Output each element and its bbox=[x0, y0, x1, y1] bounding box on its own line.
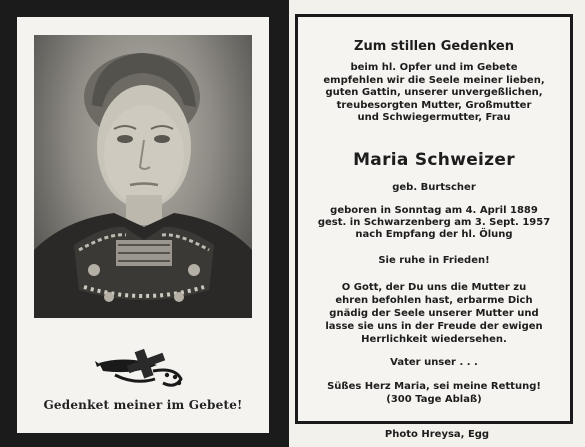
prayer-line: ehren befohlen hast, erbarme Dich bbox=[335, 295, 533, 306]
deceased-name: Maria Schweizer bbox=[353, 150, 515, 170]
prayer-line: Herrlichkeit wiedersehen. bbox=[361, 334, 507, 345]
left-caption: Gedenket meiner im Gebete! bbox=[43, 398, 243, 412]
life-dates bbox=[298, 205, 570, 241]
intro-line: guten Gattin, unserer unvergeßlichen, bbox=[325, 87, 543, 98]
intro-line: treubesorgten Mutter, Großmutter bbox=[336, 99, 532, 111]
crucifix-emblem bbox=[95, 345, 191, 391]
text-frame bbox=[295, 14, 573, 424]
memorial-card-back bbox=[289, 0, 585, 447]
intro-text bbox=[298, 62, 570, 125]
date-line: nach Empfang der hl. Ölung bbox=[355, 229, 513, 240]
intro-line: und Schwiegermutter, Frau bbox=[357, 112, 511, 123]
intro-line: beim hl. Opfer und im Gebete bbox=[350, 62, 518, 73]
prayer-text bbox=[298, 281, 570, 346]
prayer-line: gnädig der Seele unserer Mutter und bbox=[329, 308, 539, 319]
date-line: geboren in Sonntag am 4. April 1889 bbox=[330, 205, 538, 216]
closing-prayer bbox=[298, 381, 570, 406]
memorial-card-front bbox=[17, 17, 269, 433]
date-line: gest. in Schwarzenberg am 3. Sept. 1957 bbox=[317, 217, 551, 228]
closing-line: (300 Tage Ablaß) bbox=[386, 393, 482, 405]
prayer-line: lasse sie uns in der Freude der ewigen bbox=[325, 321, 543, 332]
prayer-line: O Gott, der Du uns die Mutter zu bbox=[341, 282, 527, 293]
vater-unser: Vater unser . . . bbox=[390, 357, 478, 368]
intro-line: empfehlen wir die Seele meiner lieben, bbox=[323, 74, 545, 86]
photo-credit: Photo Hreysa, Egg bbox=[384, 429, 490, 440]
maiden-name: geb. Burtscher bbox=[392, 182, 476, 193]
portrait-photo bbox=[34, 35, 252, 318]
rest-in-peace: Sie ruhe in Frieden! bbox=[378, 255, 490, 266]
closing-line: Süßes Herz Maria, sei meine Rettung! bbox=[327, 381, 541, 392]
card-title: Zum stillen Gedenken bbox=[354, 39, 514, 54]
